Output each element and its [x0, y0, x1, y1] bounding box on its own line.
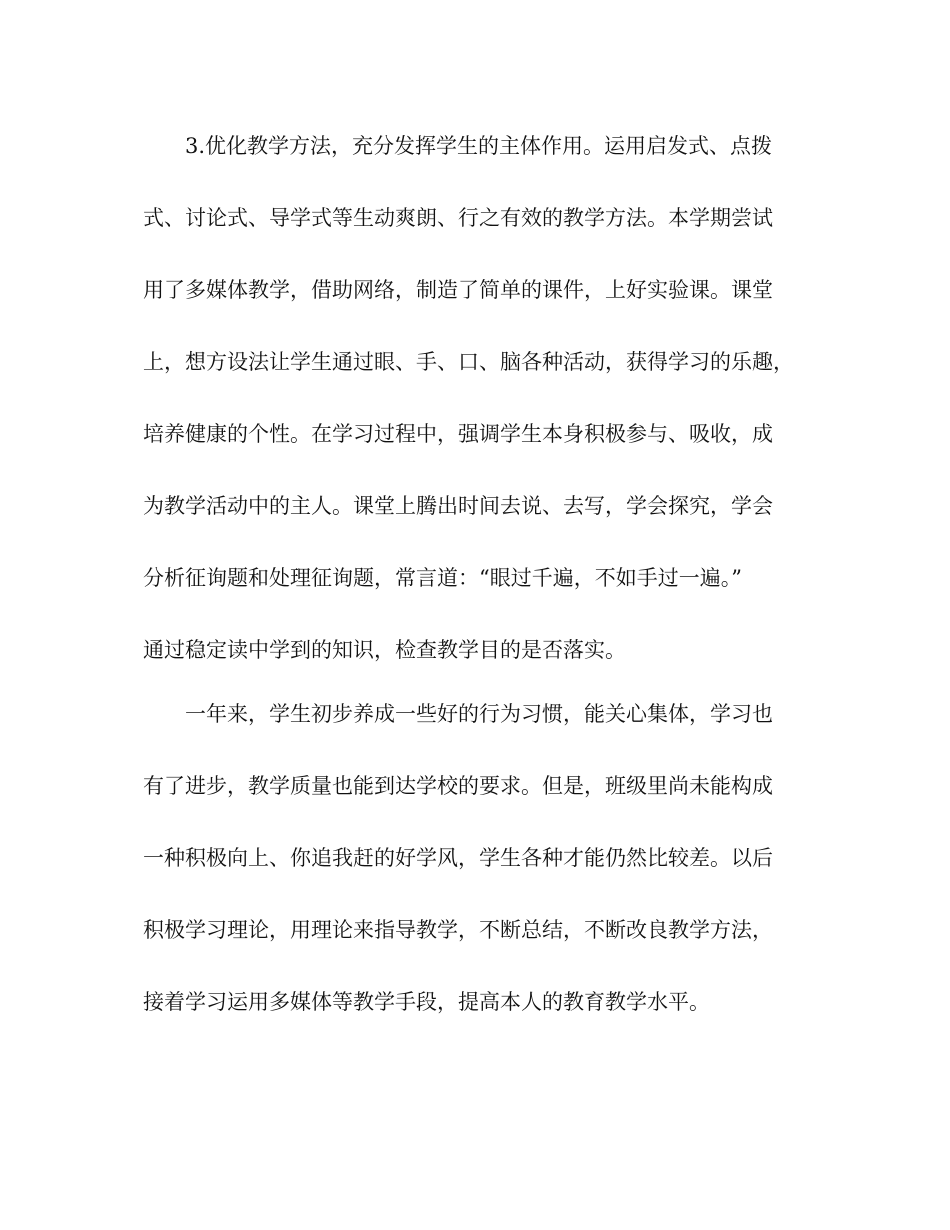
- paragraph-1-line-4: 上，想方设法让学生通过眼、手、口、脑各种活动，获得学习的乐趣，: [143, 350, 794, 374]
- paragraph-1-line-6: 为教学活动中的主人。课堂上腾出时间去说、去写，学会探究，学会: [143, 494, 773, 518]
- paragraph-2-line-5: 接着学习运用多媒体等教学手段，提高本人的教育教学水平。: [143, 990, 710, 1014]
- paragraph-1-line-2: 式、讨论式、导学式等生动爽朗、行之有效的教学方法。本学期尝试: [143, 206, 773, 230]
- paragraph-1-line-7: 分析征询题和处理征询题，常言道：“眼过千遍，不如手过一遍。”: [143, 566, 742, 590]
- paragraph-1-line-5: 培养健康的个性。在学习过程中，强调学生本身积极参与、吸收，成: [143, 422, 773, 446]
- paragraph-2-line-4: 积极学习理论，用理论来指导教学，不断总结，不断改良教学方法，: [143, 918, 773, 942]
- paragraph-2-line-2: 有了进步，教学质量也能到达学校的要求。但是，班级里尚未能构成: [143, 774, 773, 798]
- paragraph-2-line-1: 一年来，学生初步养成一些好的行为习惯，能关心集体，学习也: [185, 702, 773, 726]
- paragraph-2-line-3: 一种积极向上、你追我赶的好学风，学生各种才能仍然比较差。以后: [143, 846, 773, 870]
- paragraph-1-line-3: 用了多媒体教学，借助网络，制造了简单的课件，上好实验课。课堂: [143, 278, 773, 302]
- paragraph-1-line-8: 通过稳定读中学到的知识，检查教学目的是否落实。: [143, 638, 626, 662]
- paragraph-1-line-1: 3.优化教学方法，充分发挥学生的主体作用。运用启发式、点拨: [185, 134, 773, 158]
